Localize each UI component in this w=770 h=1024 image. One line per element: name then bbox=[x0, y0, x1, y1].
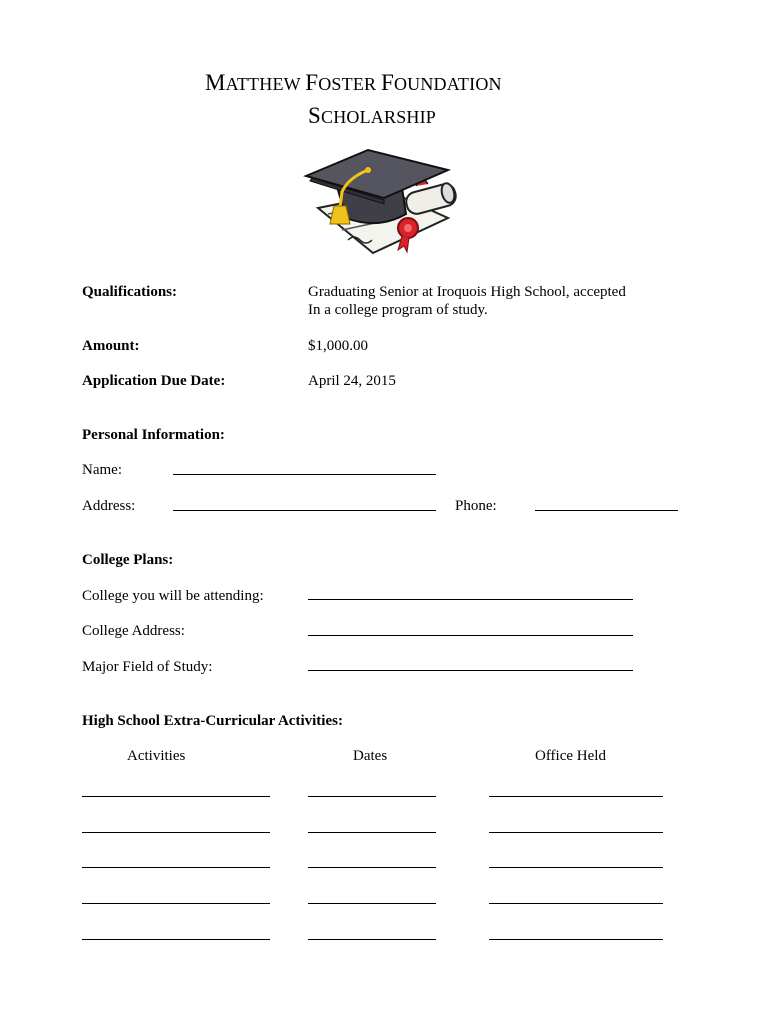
graduation-cap-diploma-icon bbox=[298, 148, 460, 260]
college-attending-label: College you will be attending: bbox=[82, 588, 264, 604]
column-header-activities: Activities bbox=[127, 748, 186, 764]
activities-heading: High School Extra-Curricular Activities: bbox=[82, 713, 343, 729]
due-date-label: Application Due Date: bbox=[82, 373, 226, 389]
activity-field[interactable] bbox=[82, 903, 270, 904]
phone-field[interactable] bbox=[535, 510, 678, 511]
column-header-dates: Dates bbox=[353, 748, 388, 764]
major-field[interactable] bbox=[308, 670, 633, 671]
qualifications-label: Qualifications: bbox=[82, 284, 178, 300]
activity-field[interactable] bbox=[82, 867, 270, 868]
dates-field[interactable] bbox=[308, 832, 436, 833]
qualifications-value-line1: Graduating Senior at Iroquois High School, accepted bbox=[308, 284, 626, 300]
office-held-field[interactable] bbox=[489, 867, 663, 868]
major-label: Major Field of Study: bbox=[82, 659, 213, 675]
name-field[interactable] bbox=[173, 474, 436, 475]
column-header-office-held: Office Held bbox=[535, 748, 606, 764]
dates-field[interactable] bbox=[308, 939, 436, 940]
address-field[interactable] bbox=[173, 510, 436, 511]
address-label: Address: bbox=[82, 498, 136, 514]
activity-field[interactable] bbox=[82, 796, 270, 797]
amount-value: $1,000.00 bbox=[308, 338, 368, 354]
office-held-field[interactable] bbox=[489, 903, 663, 904]
activity-field[interactable] bbox=[82, 939, 270, 940]
name-label: Name: bbox=[82, 462, 122, 478]
college-attending-field[interactable] bbox=[308, 599, 633, 600]
amount-label: Amount: bbox=[82, 338, 140, 354]
qualifications-value-line2: In a college program of study. bbox=[308, 302, 488, 318]
dates-field[interactable] bbox=[308, 867, 436, 868]
phone-label: Phone: bbox=[455, 498, 497, 514]
office-held-field[interactable] bbox=[489, 939, 663, 940]
activity-field[interactable] bbox=[82, 832, 270, 833]
college-address-field[interactable] bbox=[308, 635, 633, 636]
document-title-line1: MATTHEW FOSTER FOUNDATION bbox=[205, 70, 502, 95]
personal-info-heading: Personal Information: bbox=[82, 427, 225, 443]
office-held-field[interactable] bbox=[489, 796, 663, 797]
due-date-value: April 24, 2015 bbox=[308, 373, 396, 389]
college-address-label: College Address: bbox=[82, 623, 185, 639]
document-title-line2: SCHOLARSHIP bbox=[308, 103, 437, 128]
dates-field[interactable] bbox=[308, 796, 436, 797]
college-plans-heading: College Plans: bbox=[82, 552, 174, 568]
dates-field[interactable] bbox=[308, 903, 436, 904]
office-held-field[interactable] bbox=[489, 832, 663, 833]
